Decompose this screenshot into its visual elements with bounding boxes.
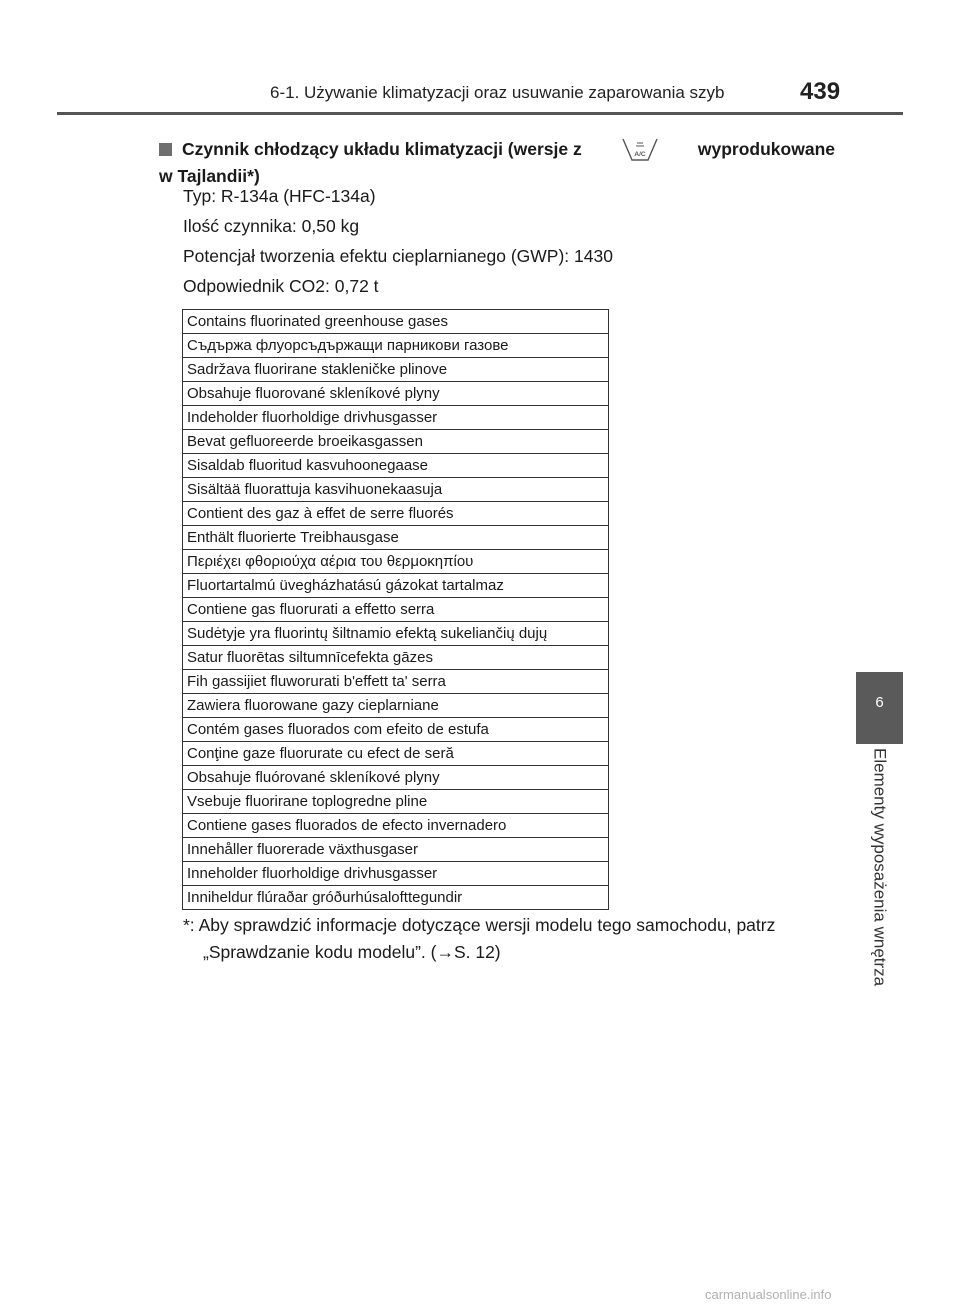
table-cell: Obsahuje fluórované skleníkové plyny xyxy=(183,766,609,790)
table-row xyxy=(183,598,609,622)
table-row xyxy=(183,670,609,694)
table-row xyxy=(183,502,609,526)
table-row xyxy=(183,430,609,454)
footnote-line1: *: Aby sprawdzić informacje dotyczące wersji modelu tego samochodu, patrz xyxy=(183,915,776,935)
table-cell: Innehåller fluorerade växthusgaser xyxy=(183,838,609,862)
footnote xyxy=(183,912,835,966)
spec-refrigerant-type: Typ: R-134a (HFC-134a) xyxy=(183,186,376,206)
table-cell: Sisaldab fluoritud kasvuhoonegaase xyxy=(183,454,609,478)
footnote-line2: „Sprawdzanie kodu modelu”. (→S. 12) xyxy=(203,942,501,962)
heading-text-line2: w Tajlandii*) xyxy=(159,166,260,186)
table-cell: Contient des gaz à effet de serre fluorés xyxy=(183,502,609,526)
table-row xyxy=(183,694,609,718)
ac-icon-label: A/C xyxy=(634,150,646,158)
watermark: carmanualsonline.info xyxy=(705,1287,832,1302)
chapter-number: 6 xyxy=(875,694,884,711)
heading-text-part1: Czynnik chłodzący układu klimatyzacji (wersje z xyxy=(182,139,582,159)
table-row xyxy=(183,790,609,814)
table-cell: Sadržava fluorirane stakleničke plinove xyxy=(183,358,609,382)
section-heading xyxy=(159,136,835,190)
header-divider xyxy=(57,112,903,115)
table-row xyxy=(183,478,609,502)
table-cell: Bevat gefluoreerde broeikasgassen xyxy=(183,430,609,454)
table-cell: Fluortartalmú üvegházhatású gázokat tartalmaz xyxy=(183,574,609,598)
table-cell: Conţine gaze fluorurate cu efect de seră xyxy=(183,742,609,766)
spec-co2-equivalent: Odpowiednik CO2: 0,72 t xyxy=(183,276,379,296)
table-cell: Sudėtyje yra fluorintų šiltnamio efektą sukeliančių dujų xyxy=(183,622,609,646)
table-cell: Contiene gases fluorados de efecto invernadero xyxy=(183,814,609,838)
table-row xyxy=(183,718,609,742)
table-cell: Contém gases fluorados com efeito de estufa xyxy=(183,718,609,742)
table-row xyxy=(183,526,609,550)
page-number: 439 xyxy=(800,78,841,105)
table-cell: Obsahuje fluorované skleníkové plyny xyxy=(183,382,609,406)
table-row xyxy=(183,574,609,598)
table-cell: Enthält fluorierte Treibhausgase xyxy=(183,526,609,550)
table-cell: Contains fluorinated greenhouse gases xyxy=(183,310,609,334)
running-header-title: 6-1. Używanie klimatyzacji oraz usuwanie zaparowania szyb xyxy=(270,83,725,102)
table-row xyxy=(183,766,609,790)
table-cell: Περιέχει φθοριούχα αέρια του θερμοκηπίου xyxy=(183,550,609,574)
table-row xyxy=(183,886,609,910)
table-cell: Zawiera fluorowane gazy cieplarniane xyxy=(183,694,609,718)
heading-text-part2: wyprodukowane xyxy=(697,139,835,159)
table-row xyxy=(183,358,609,382)
spec-gwp: Potencjał tworzenia efektu cieplarnianego (GWP): 1430 xyxy=(183,246,613,266)
fluorinated-gases-table xyxy=(182,309,609,910)
table-row xyxy=(183,310,609,334)
table-row xyxy=(183,382,609,406)
table-row xyxy=(183,406,609,430)
table-row xyxy=(183,646,609,670)
table-cell: Indeholder fluorholdige drivhusgasser xyxy=(183,406,609,430)
chapter-tab xyxy=(856,672,903,744)
table-cell: Inniheldur flúraðar gróðurhúsalofttegundir xyxy=(183,886,609,910)
table-row xyxy=(183,454,609,478)
table-cell: Съдържа флуорсъдържащи парникови газове xyxy=(183,334,609,358)
chapter-side-title: Elementy wyposażenia wnętrza xyxy=(870,748,890,987)
table-row xyxy=(183,838,609,862)
table-cell: Satur fluorētas siltumnīcefekta gāzes xyxy=(183,646,609,670)
table-row xyxy=(183,622,609,646)
spec-refrigerant-amount: Ilość czynnika: 0,50 kg xyxy=(183,216,360,236)
ac-button-icon xyxy=(620,137,660,163)
bullet-square-icon xyxy=(159,143,172,156)
table-row xyxy=(183,334,609,358)
table-row xyxy=(183,550,609,574)
table-row xyxy=(183,814,609,838)
table-row xyxy=(183,742,609,766)
table-cell: Inneholder fluorholdige drivhusgasser xyxy=(183,862,609,886)
table-cell: Fih gassijiet fluworurati b'effett ta' serra xyxy=(183,670,609,694)
table-row xyxy=(183,862,609,886)
table-cell: Contiene gas fluorurati a effetto serra xyxy=(183,598,609,622)
table-cell: Sisältää fluorattuja kasvihuonekaasuja xyxy=(183,478,609,502)
table-cell: Vsebuje fluorirane toplogredne pline xyxy=(183,790,609,814)
